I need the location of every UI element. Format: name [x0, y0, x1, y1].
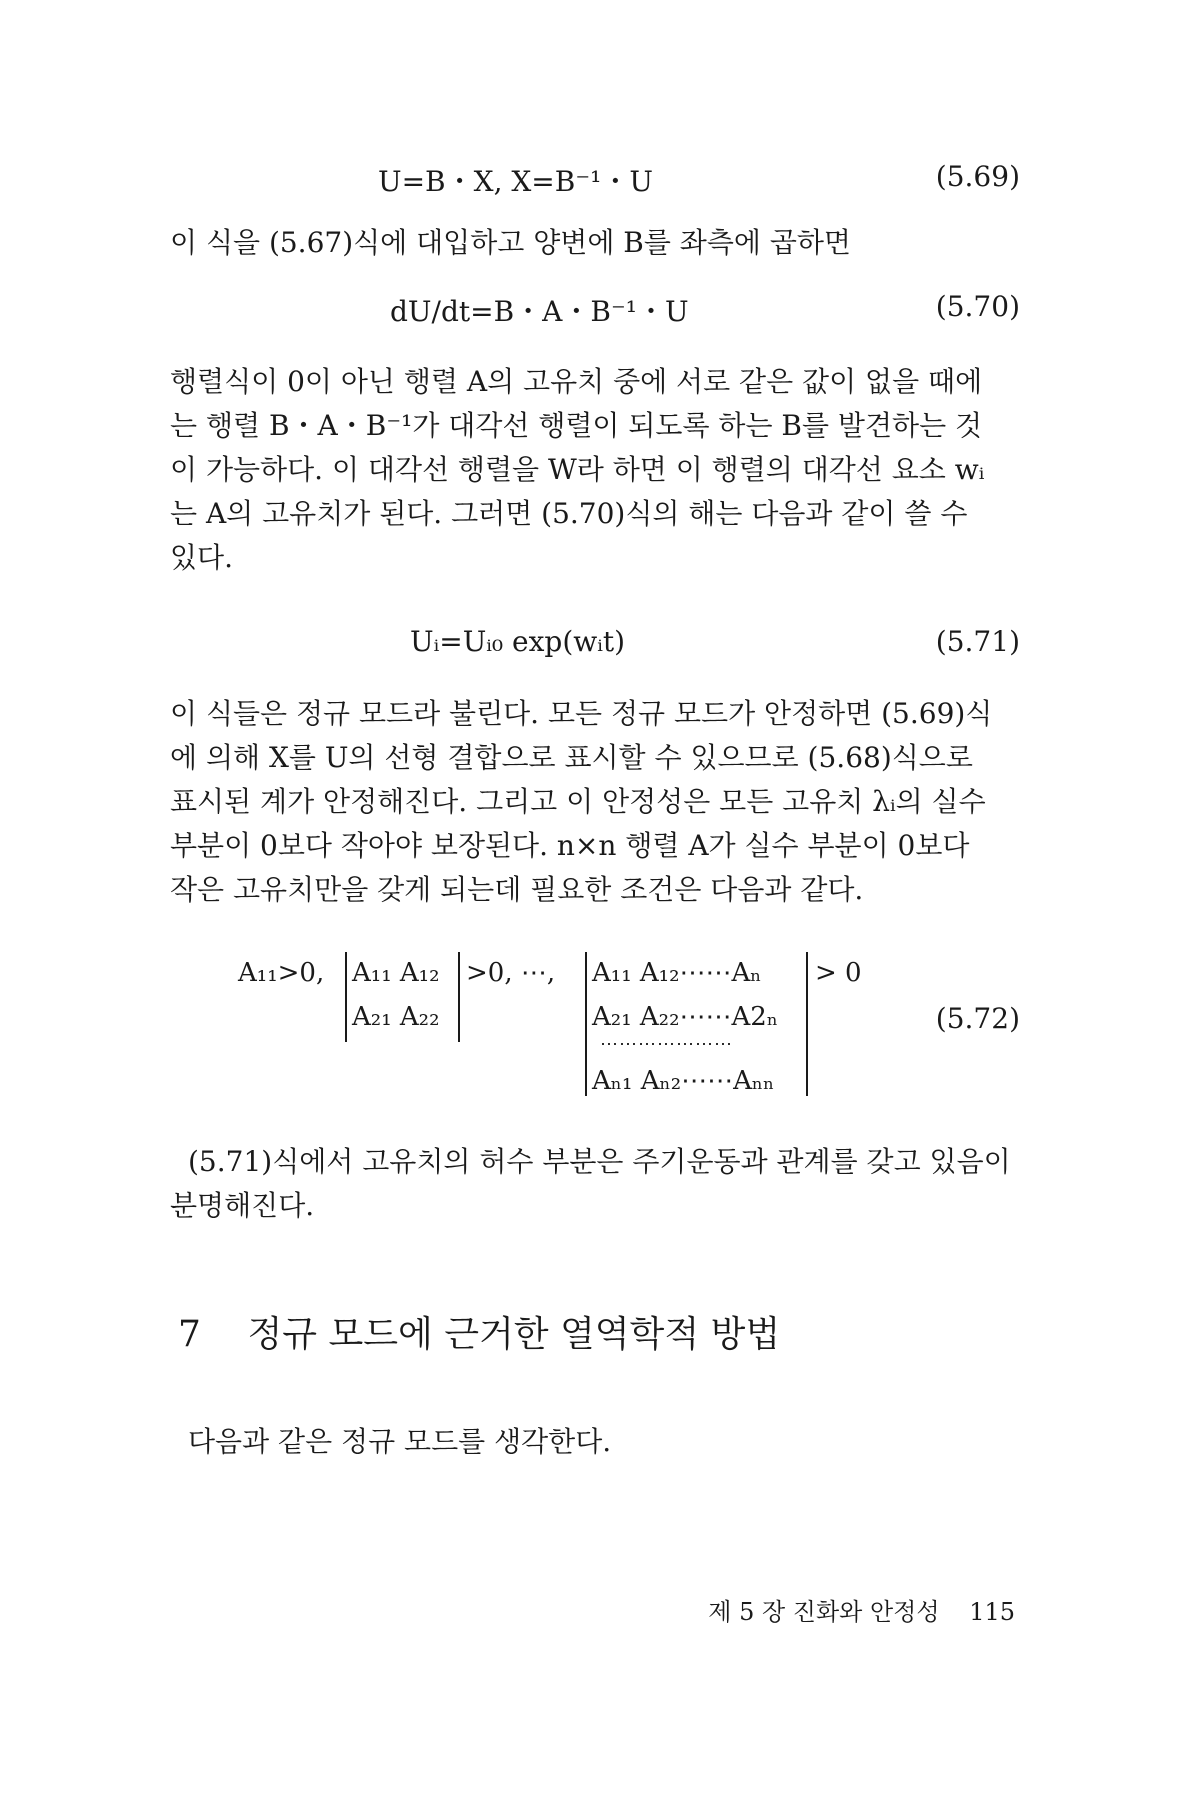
text-line: 행렬식이 0이 아닌 행렬 A의 고유치 중에 서로 같은 값이 없을 때에 — [170, 365, 983, 398]
text-line: (5.71)식에서 고유치의 허수 부분은 주기운동과 관계를 갖고 있음이 — [188, 1145, 1011, 1178]
section-number: 7 — [178, 1314, 201, 1355]
text-line: 에 의해 X를 U의 선형 결합으로 표시할 수 있으므로 (5.68)식으로 — [170, 741, 973, 774]
equation-number: (5.71) — [935, 625, 1020, 658]
matrixn-row2: A₂₁ A₂₂⋯⋯A2ₙ — [592, 1002, 779, 1032]
equation-5-70 — [170, 290, 1020, 334]
equation-5-69 — [170, 160, 1020, 204]
text-line: 다음과 같은 정규 모드를 생각한다. — [188, 1425, 612, 1458]
paragraph-1 — [170, 221, 1020, 265]
text-line: 부분이 0보다 작아야 보장된다. n×n 행렬 A가 실수 부분이 0보다 — [170, 829, 970, 862]
determinant-bar-right — [458, 952, 460, 1042]
paragraph-5 — [188, 1420, 1038, 1464]
equation-number: (5.70) — [935, 290, 1020, 323]
text-line: 분명해진다. — [170, 1189, 315, 1222]
chapter-title: 제 5 장 진화와 안정성 — [708, 1598, 940, 1626]
determinant-bar-right — [806, 952, 808, 1096]
paragraph-3 — [170, 692, 1020, 912]
paragraph-2 — [170, 360, 1020, 580]
matrix2-row2: A₂₁ A₂₂ — [352, 1002, 440, 1032]
equation-expression: Uᵢ=Uᵢ₀ exp(wᵢt) — [410, 625, 626, 658]
page-number: 115 — [969, 1598, 1015, 1626]
equation-expression: dU/dt=B・A・B⁻¹・U — [390, 295, 689, 328]
equation-number: (5.69) — [935, 160, 1020, 193]
determinant-bar-left — [585, 952, 587, 1096]
text-line: 는 행렬 B・A・B⁻¹가 대각선 행렬이 되도록 하는 B를 발견하는 것 — [170, 409, 983, 442]
paragraph-4 — [170, 1140, 1020, 1228]
condition-first: A₁₁>0, — [238, 958, 325, 988]
condition-middle: >0, ⋯, — [466, 958, 556, 988]
determinant-bar-left — [345, 952, 347, 1042]
text-line: 있다. — [170, 541, 233, 574]
section-title: 정규 모드에 근거한 열역학적 방법 — [247, 1314, 781, 1355]
text-line: 는 A의 고유치가 된다. 그러면 (5.70)식의 해는 다음과 같이 쓸 수 — [170, 497, 968, 530]
equation-number: (5.72) — [935, 1002, 1020, 1035]
text-line: 표시된 계가 안정해진다. 그리고 이 안정성은 모든 고유치 λᵢ의 실수 — [170, 785, 986, 818]
matrixn-row4: Aₙ₁ Aₙ₂⋯⋯Aₙₙ — [592, 1066, 775, 1096]
matrixn-row1: A₁₁ A₁₂⋯⋯Aₙ — [592, 958, 762, 988]
text-line: 이 가능하다. 이 대각선 행렬을 W라 하면 이 행렬의 대각선 요소 wᵢ — [170, 453, 985, 486]
equation-5-71 — [170, 625, 1020, 669]
condition-last: > 0 — [815, 958, 862, 988]
matrixn-dots-row: ⋯⋯⋯⋯⋯⋯⋯ — [600, 1034, 733, 1055]
equation-expression: U=B・X, X=B⁻¹・U — [378, 165, 653, 198]
matrix2-row1: A₁₁ A₁₂ — [352, 958, 440, 988]
text-line: 작은 고유치만을 갖게 되는데 필요한 조건은 다음과 같다. — [170, 873, 864, 906]
section-heading — [178, 1306, 780, 1357]
text-line: 이 식을 (5.67)식에 대입하고 양변에 B를 좌측에 곱하면 — [170, 226, 851, 259]
running-footer — [708, 1592, 1015, 1627]
text-line: 이 식들은 정규 모드라 불린다. 모든 정규 모드가 안정하면 (5.69)식 — [170, 697, 993, 730]
